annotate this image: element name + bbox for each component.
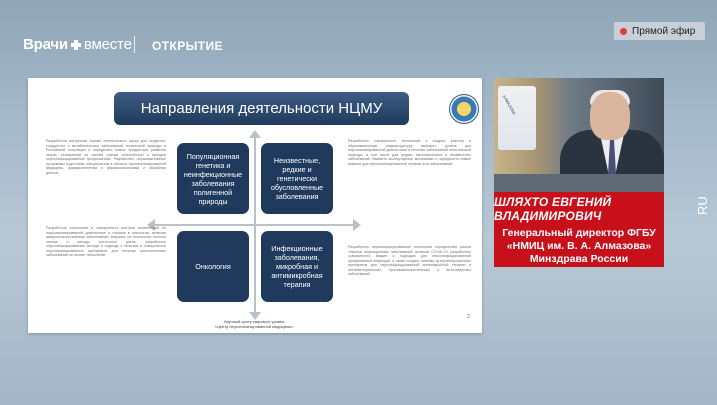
slide-title: Направления деятельности НЦМУ (140, 100, 383, 117)
text-block-bottom-right: Разработать персонифицированные технологии определения рисков тяжелых инфекционных заболеваний, включая COVID-19, разработать совокупность вакцин и подходов для персонифицированной профилактики инфекций, а также создать линейку аутотрансфузионных препаратов для персонифицированной антимикробной терапии и антибактериальных, противовоспалительных и анти-вирусных заболеваний. (348, 245, 471, 276)
arrow-right-icon (353, 219, 361, 231)
cross-icon (71, 40, 81, 50)
flag-banner-text: АЛМАЗОВА (501, 94, 518, 116)
quadrant-rare-diseases (261, 143, 333, 214)
live-dot-icon (620, 28, 627, 35)
desk (494, 174, 664, 192)
speaker-head (590, 92, 630, 140)
slide-footer-line2: «Центр персонализированной медицины» (214, 324, 294, 329)
speaker-title-line3: Минздрава России (529, 253, 629, 265)
speaker-title-line1: Генеральный директор ФГБУ (502, 227, 656, 239)
brand-logo-bold: Врачи (23, 36, 68, 53)
partner-logo[interactable]: ОТКРЫТИЕ (152, 39, 223, 53)
brand-logo[interactable] (23, 36, 132, 53)
speaker-title-box (494, 226, 664, 267)
slide-page-number: 2 (467, 314, 470, 320)
live-label: Прямой эфир (632, 25, 696, 37)
speaker-title-line2: «НМИЦ им. В. А. Алмазова» (506, 240, 652, 252)
text-block-bottom-left: Разработать технологии и совокупность центров компетенций по персонализированной диагностике и терапии в онкологии, включая иммуноонкологические заболевания, опираясь на технологии полного генома и методы клеточного цикла, разработать персонифицированные методы и подходы к лечению и совокупность персонализированных препаратов для лечения онкологических заболеваний на основе технологий. (46, 226, 166, 257)
quadrant-population-genetics (177, 143, 249, 214)
text-block-top-right: Разработать совокупность технологий и создать кластер и образовательную инфраструктуру мирового уровня для персонализированной диагностики и лечения заболеваний генетической природы, в том числе для редких, малоизученных и неизвестных заболеваний. Выявить молекулярные механизмы и определить новые мишени для персонализированной терапии этих заболеваний. (348, 139, 471, 166)
slide-footer (178, 319, 330, 329)
quadrant-infectious-diseases (261, 231, 333, 302)
speaker-name: ШЛЯХТО ЕВГЕНИЙ ВЛАДИМИРОВИЧ (494, 195, 612, 223)
slide-footer-line1: Научный центр мирового уровня (223, 319, 285, 324)
emblem-icon (449, 94, 479, 124)
quadrant-label: Популяционная генетика и неинфекционные заболевания полигенной природы (183, 151, 243, 206)
text-block-top-left: Разработать алгоритмы оценки генетического риска для сердечно-сосудистых и метаболических заболеваний полигенной природы в Российской популяции и определить новые предикторы развития затрат, осложнений на основе оценки генетической и методов персонифицированной профилактики. Разработать образовательные программы подготовки специалистов в области персонализированной медицины, фармакогенетики и фармакоэкономики и обработки данных. (46, 139, 166, 175)
quadrant-label: Неизвестные, редкие и генетически обусловленные заболевания (270, 156, 324, 201)
horizontal-axis (153, 224, 355, 226)
header-divider (134, 36, 135, 53)
quadrant-label: Онкология (195, 262, 231, 271)
speaker-video (494, 78, 664, 192)
slide-title-bar (114, 92, 409, 125)
quadrant-label: Инфекционные заболевания, микробная и антимикробная терапия (271, 244, 323, 289)
language-tab[interactable]: RU (695, 196, 710, 215)
quadrant-oncology (177, 231, 249, 302)
brand-logo-thin: вместе (83, 36, 132, 53)
arrow-up-icon (249, 130, 261, 138)
speaker-name-bar (494, 192, 664, 226)
presentation-slide (28, 78, 482, 333)
live-badge[interactable] (614, 22, 705, 40)
